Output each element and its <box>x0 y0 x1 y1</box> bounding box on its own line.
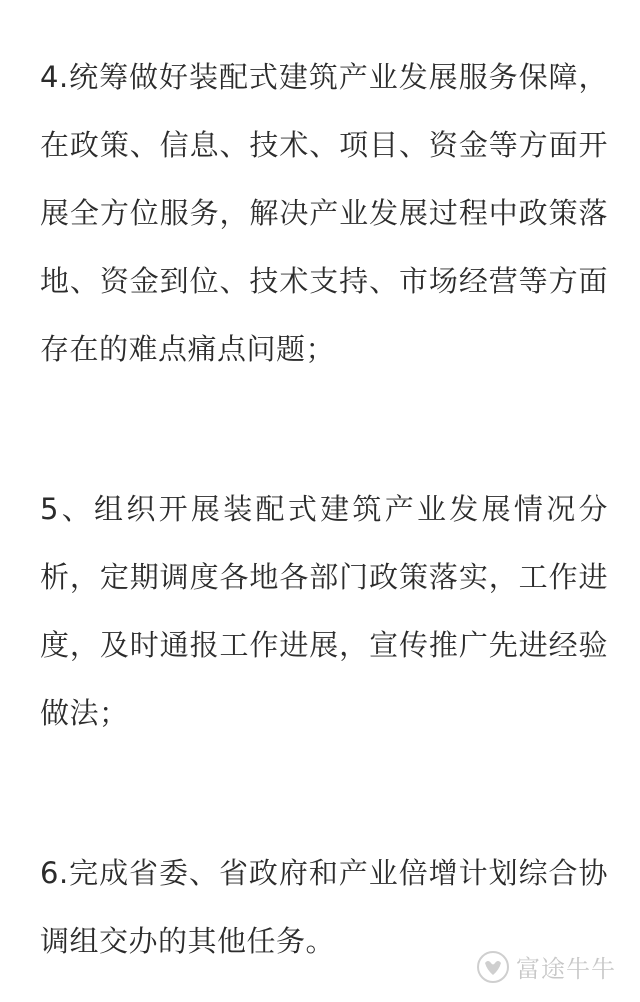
paragraph-item-6: 6.完成省委、省政府和产业倍增计划综合协调组交办的其他任务。 <box>40 856 608 958</box>
watermark <box>476 949 616 984</box>
paragraph-spacer <box>40 383 608 475</box>
paragraph-item-5: 5、组织开展装配式建筑产业发展情况分析，定期调度各地各部门政策落实，工作进度，及时通报工作进展，宣传推广先进经验做法； <box>40 492 608 730</box>
watermark-text: 富途牛牛 <box>516 955 616 983</box>
article-body <box>40 43 608 975</box>
futu-bull-logo-icon <box>476 950 510 984</box>
paragraph-spacer <box>40 747 608 839</box>
paragraph-item-4: 4.统筹做好装配式建筑产业发展服务保障，在政策、信息、技术、项目、资金等方面开展全方位服务，解决产业发展过程中政策落地、资金到位、技术支持、市场经营等方面存在的难点痛点问题； <box>40 60 608 366</box>
